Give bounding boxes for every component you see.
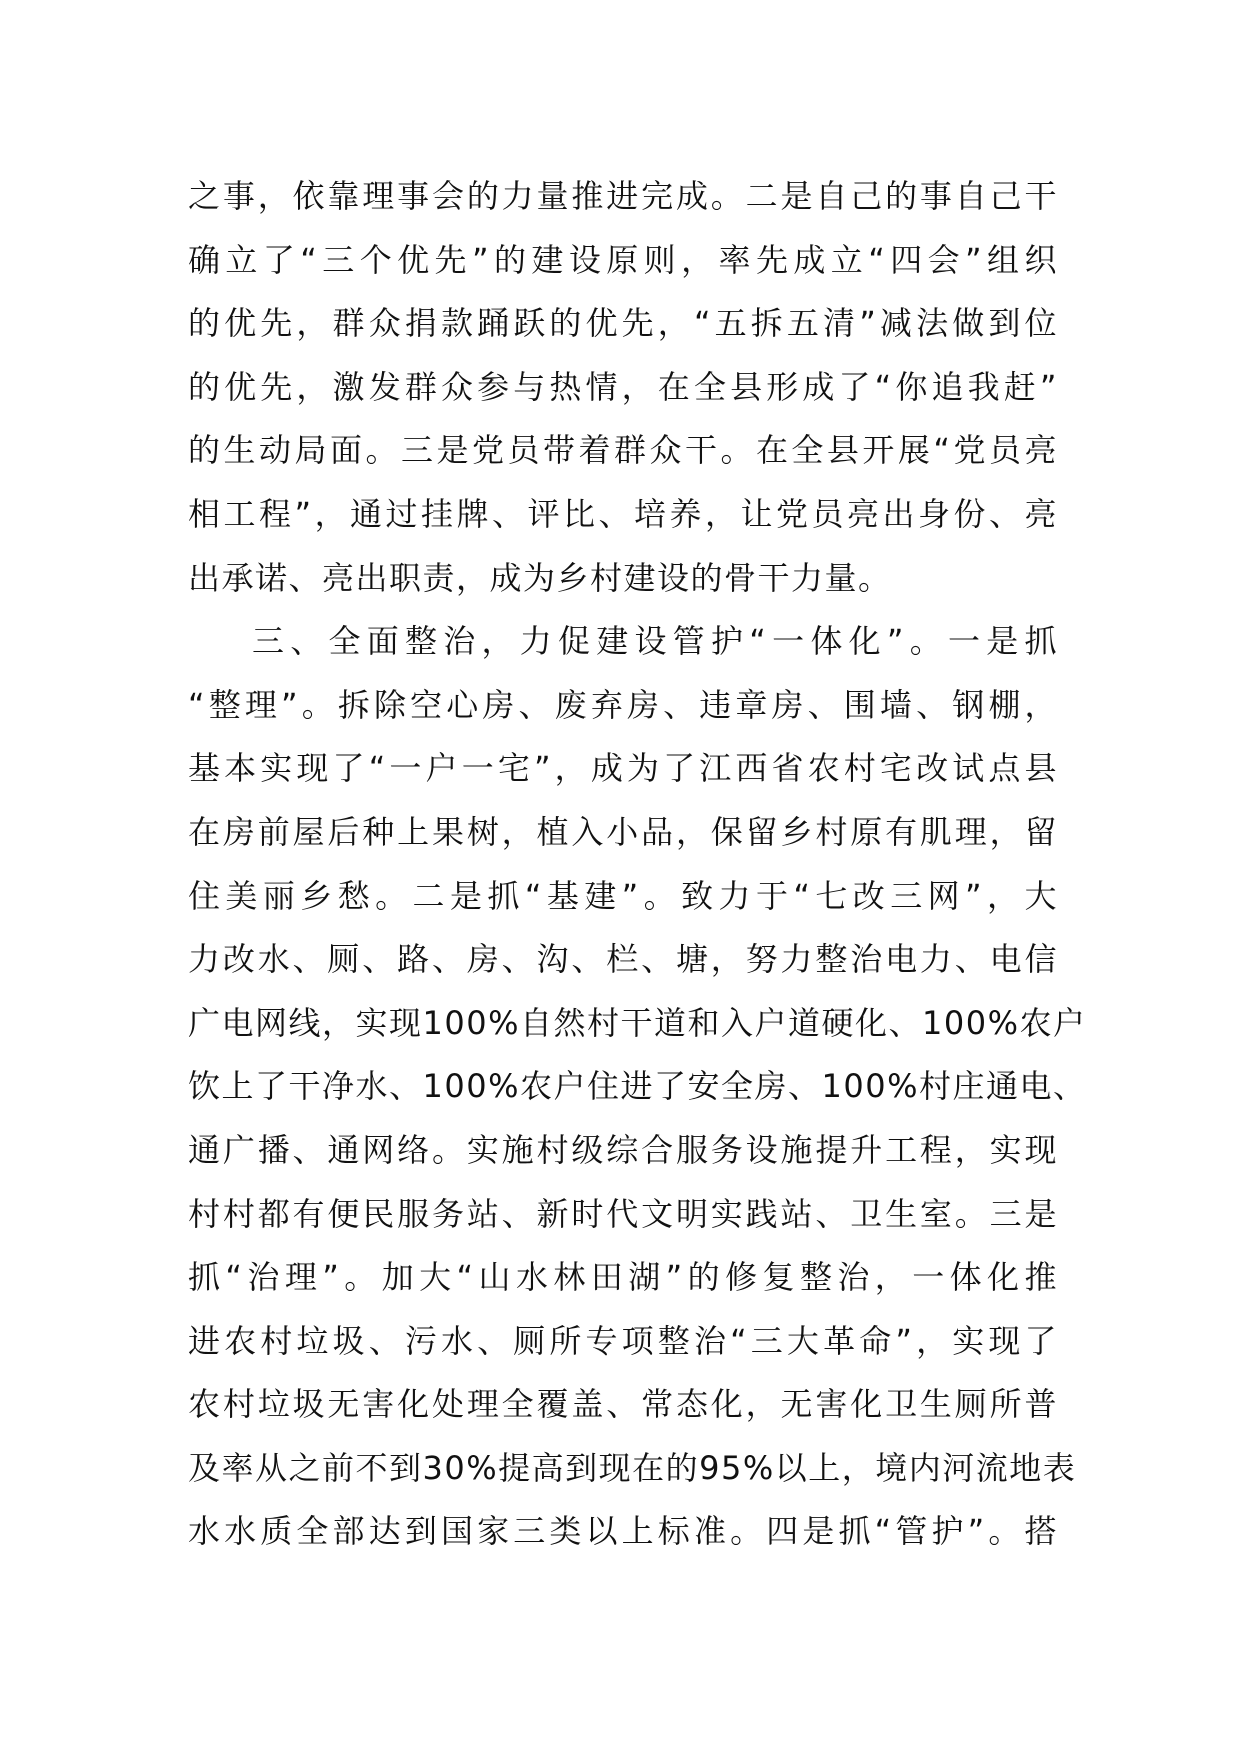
text-line: 在房前屋后种上果树，植入小品，保留乡村原有肌理，留 (188, 812, 1058, 851)
text-line: 的优先，激发群众参与热情，在全县形成了“你追我赶” (188, 367, 1058, 406)
text-line: 农村垃圾无害化处理全覆盖、常态化，无害化卫生厕所普 (188, 1385, 1058, 1424)
section-heading-line: 三、全面整治，力促建设管护“一体化”。一是抓 (252, 622, 1058, 661)
body-text (188, 165, 1087, 1564)
text-line: 住美丽乡愁。二是抓“基建”。致力于“七改三网”，大 (188, 876, 1058, 915)
text-line: 出承诺、亮出职责，成为乡村建设的骨干力量。 (188, 558, 892, 597)
text-line: 之事，依靠理事会的力量推进完成。二是自己的事自己干 (188, 177, 1058, 215)
text-line: 进农村垃圾、污水、厕所专项整治“三大革命”，实现了 (188, 1321, 1058, 1360)
text-line: 村村都有便民服务站、新时代文明实践站、卫生室。三是 (188, 1194, 1058, 1233)
text-line: “整理”。拆除空心房、废弃房、违章房、围墙、钢棚， (188, 685, 1058, 724)
text-line: 的生动局面。三是党员带着群众干。在全县开展“党员亮 (188, 431, 1058, 470)
text-line: 饮上了干净水、100%农户住进了安全房、100%村庄通电、 (188, 1067, 1087, 1106)
text-line: 水水质全部达到国家三类以上标准。四是抓“管护”。搭 (188, 1512, 1058, 1551)
text-line: 及率从之前不到30%提高到现在的95%以上，境内河流地表 (188, 1448, 1077, 1487)
text-line: 相工程”，通过挂牌、评比、培养，让党员亮出身份、亮 (188, 494, 1058, 533)
text-line: 基本实现了“一户一宅”，成为了江西省农村宅改试点县 (188, 749, 1058, 788)
text-line: 抓“治理”。加大“山水林田湖”的修复整治，一体化推 (188, 1258, 1058, 1297)
text-line: 的优先，群众捐款踊跃的优先，“五拆五清”减法做到位 (188, 304, 1058, 343)
text-line: 确立了“三个优先”的建设原则，率先成立“四会”组织 (188, 240, 1058, 279)
text-line: 广电网线，实现100%自然村干道和入户道硬化、100%农户 (188, 1003, 1087, 1042)
text-line: 力改水、厕、路、房、沟、栏、塘，努力整治电力、电信 (188, 940, 1058, 979)
text-line: 通广播、通网络。实施村级综合服务设施提升工程，实现 (188, 1130, 1058, 1169)
